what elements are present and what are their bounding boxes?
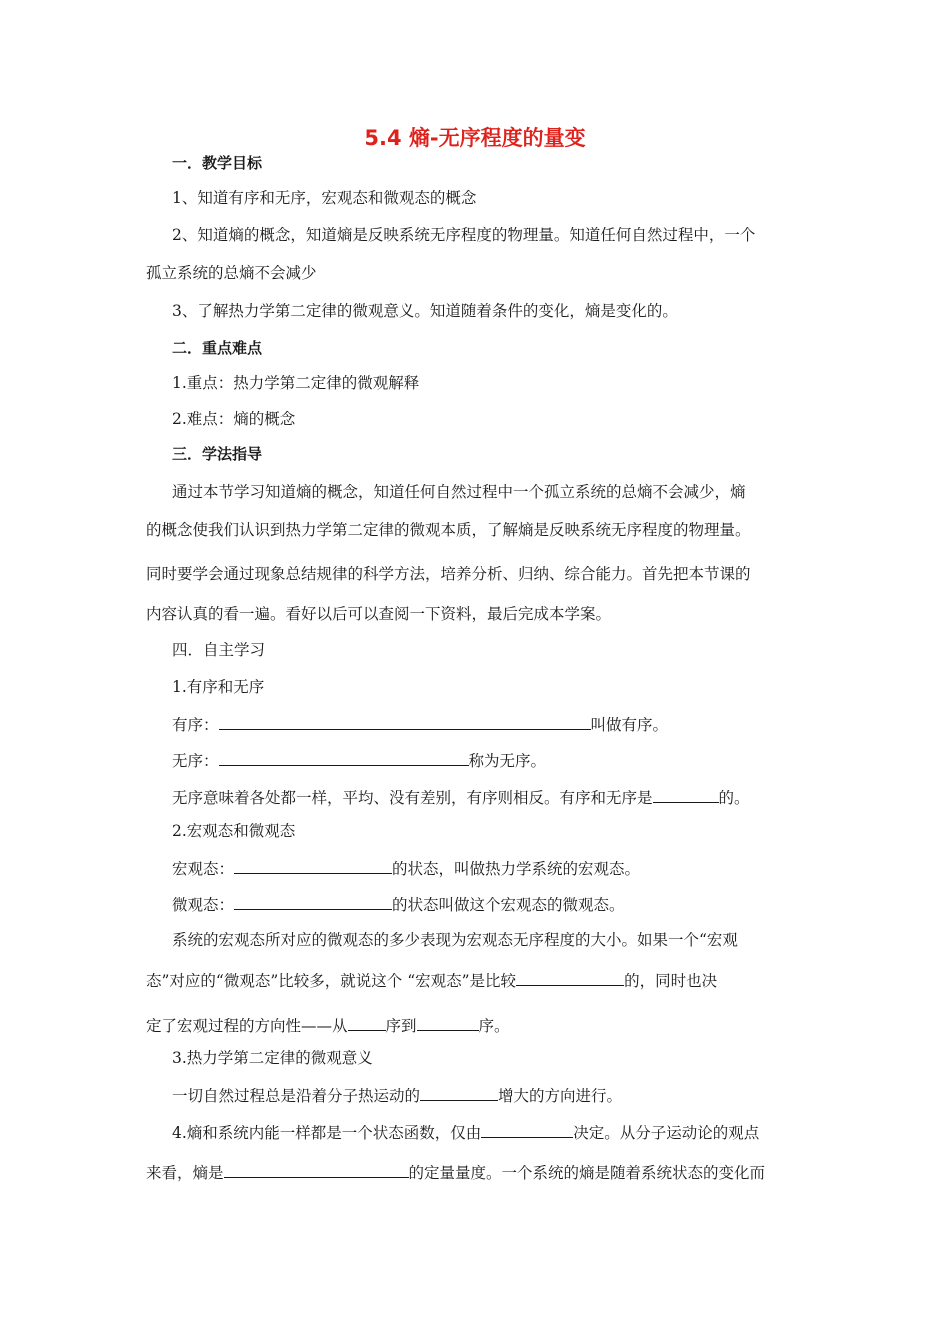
subheading-second-law: 3.热力学第二定律的微观意义 [172,1049,373,1067]
macro-micro-paragraph-line-2 [146,967,811,992]
paragraph-text: 定了宏观过程的方向性——从 [146,1017,348,1035]
section-heading-method: 三．学法指导 [172,445,263,463]
key-point-1: 1.重点：热力学第二定律的微观解释 [172,374,420,392]
disordered-definition [172,747,837,772]
microstate-label: 微观态： [172,896,235,914]
goal-item-1: 1、知道有序和无序，宏观态和微观态的概念 [172,189,477,207]
from-order-blank[interactable] [348,1012,386,1031]
paragraph-text: 的定量量度。一个系统的熵是随着系统状态的变化而 [408,1164,766,1182]
macrostate-label: 宏观态： [172,860,235,878]
order-relation-blank[interactable] [653,784,719,803]
entropy-state-function-line-2 [146,1159,811,1184]
section-heading-key-points: 二．重点难点 [172,339,263,357]
second-law-blank[interactable] [420,1082,498,1101]
second-law-statement [172,1082,837,1107]
paragraph-text: 决定。从分子运动论的观点 [573,1124,760,1142]
macro-micro-paragraph-line-3 [146,1012,811,1037]
state-function-blank[interactable] [481,1119,573,1138]
disordered-label: 无序： [172,752,219,770]
method-paragraph-line-2: 的概念使我们认识到热力学第二定律的微观本质，了解熵是反映系统无序程度的物理量。 [146,521,751,539]
ordered-label: 有序： [172,716,219,734]
paragraph-text: 4.熵和系统内能一样都是一个状态函数，仅由 [172,1124,482,1142]
microstate-blank[interactable] [234,891,392,910]
macrostate-definition [172,855,837,880]
ordered-blank[interactable] [219,711,591,730]
page-title: 5.4 熵-无序程度的量变 [364,126,586,150]
macro-micro-paragraph-line-1: 系统的宏观态所对应的微观态的多少表现为宏观态无序程度的大小。如果一个“宏观 [172,931,738,949]
subheading-order-disorder: 1.有序和无序 [172,678,265,696]
paragraph-text: 一切自然过程总是沿着分子热运动的 [172,1087,421,1105]
subheading-macro-micro: 2.宏观态和微观态 [172,822,296,840]
method-paragraph-line-4: 内容认真的看一遍。看好以后可以查阅一下资料，最后完成本学案。 [146,605,612,623]
section-heading-self-study: 四．自主学习 [172,641,266,659]
paragraph-text: 的，同时也决 [624,972,718,990]
goal-item-2-line-2: 孤立系统的总熵不会减少 [146,264,317,282]
macrostate-tail: 的状态，叫做热力学系统的宏观态。 [392,860,641,878]
disordered-tail: 称为无序。 [468,752,547,770]
goal-item-2-line-1: 2、知道熵的概念，知道熵是反映系统无序程度的物理量。知道任何自然过程中，一个 [172,226,756,244]
microstate-definition [172,891,837,916]
macrostate-blank[interactable] [234,855,392,874]
key-point-2: 2.难点：熵的概念 [172,410,296,428]
disordered-blank[interactable] [219,747,469,766]
ordered-tail: 叫做有序。 [590,716,669,734]
entropy-measure-blank[interactable] [224,1159,409,1178]
paragraph-text: 来看，熵是 [146,1164,224,1182]
paragraph-text: 序。 [478,1017,510,1035]
ordered-definition [172,711,837,736]
order-meaning [172,784,837,809]
method-paragraph-line-1: 通过本节学习知道熵的概念，知道任何自然过程中一个孤立系统的总熵不会减少，熵 [172,483,746,501]
order-meaning-tail: 的。 [718,789,750,807]
disorder-degree-blank[interactable] [516,967,624,986]
section-heading-goals: 一．教学目标 [172,154,263,172]
to-order-blank[interactable] [417,1012,479,1031]
method-paragraph-line-3: 同时要学会通过现象总结规律的科学方法，培养分析、归纳、综合能力。首先把本节课的 [146,565,751,583]
order-meaning-text: 无序意味着各处都一样，平均、没有差别，有序则相反。有序和无序是 [172,789,653,807]
paragraph-text: 态”对应的“微观态”比较多，就说这个 “宏观态”是比较 [146,972,517,990]
paragraph-text: 增大的方向进行。 [498,1087,623,1105]
paragraph-text: 序到 [385,1017,417,1035]
microstate-tail: 的状态叫做这个宏观态的微观态。 [392,896,625,914]
goal-item-3: 3、了解热力学第二定律的微观意义。知道随着条件的变化，熵是变化的。 [172,302,678,320]
entropy-state-function-line-1 [172,1119,837,1144]
